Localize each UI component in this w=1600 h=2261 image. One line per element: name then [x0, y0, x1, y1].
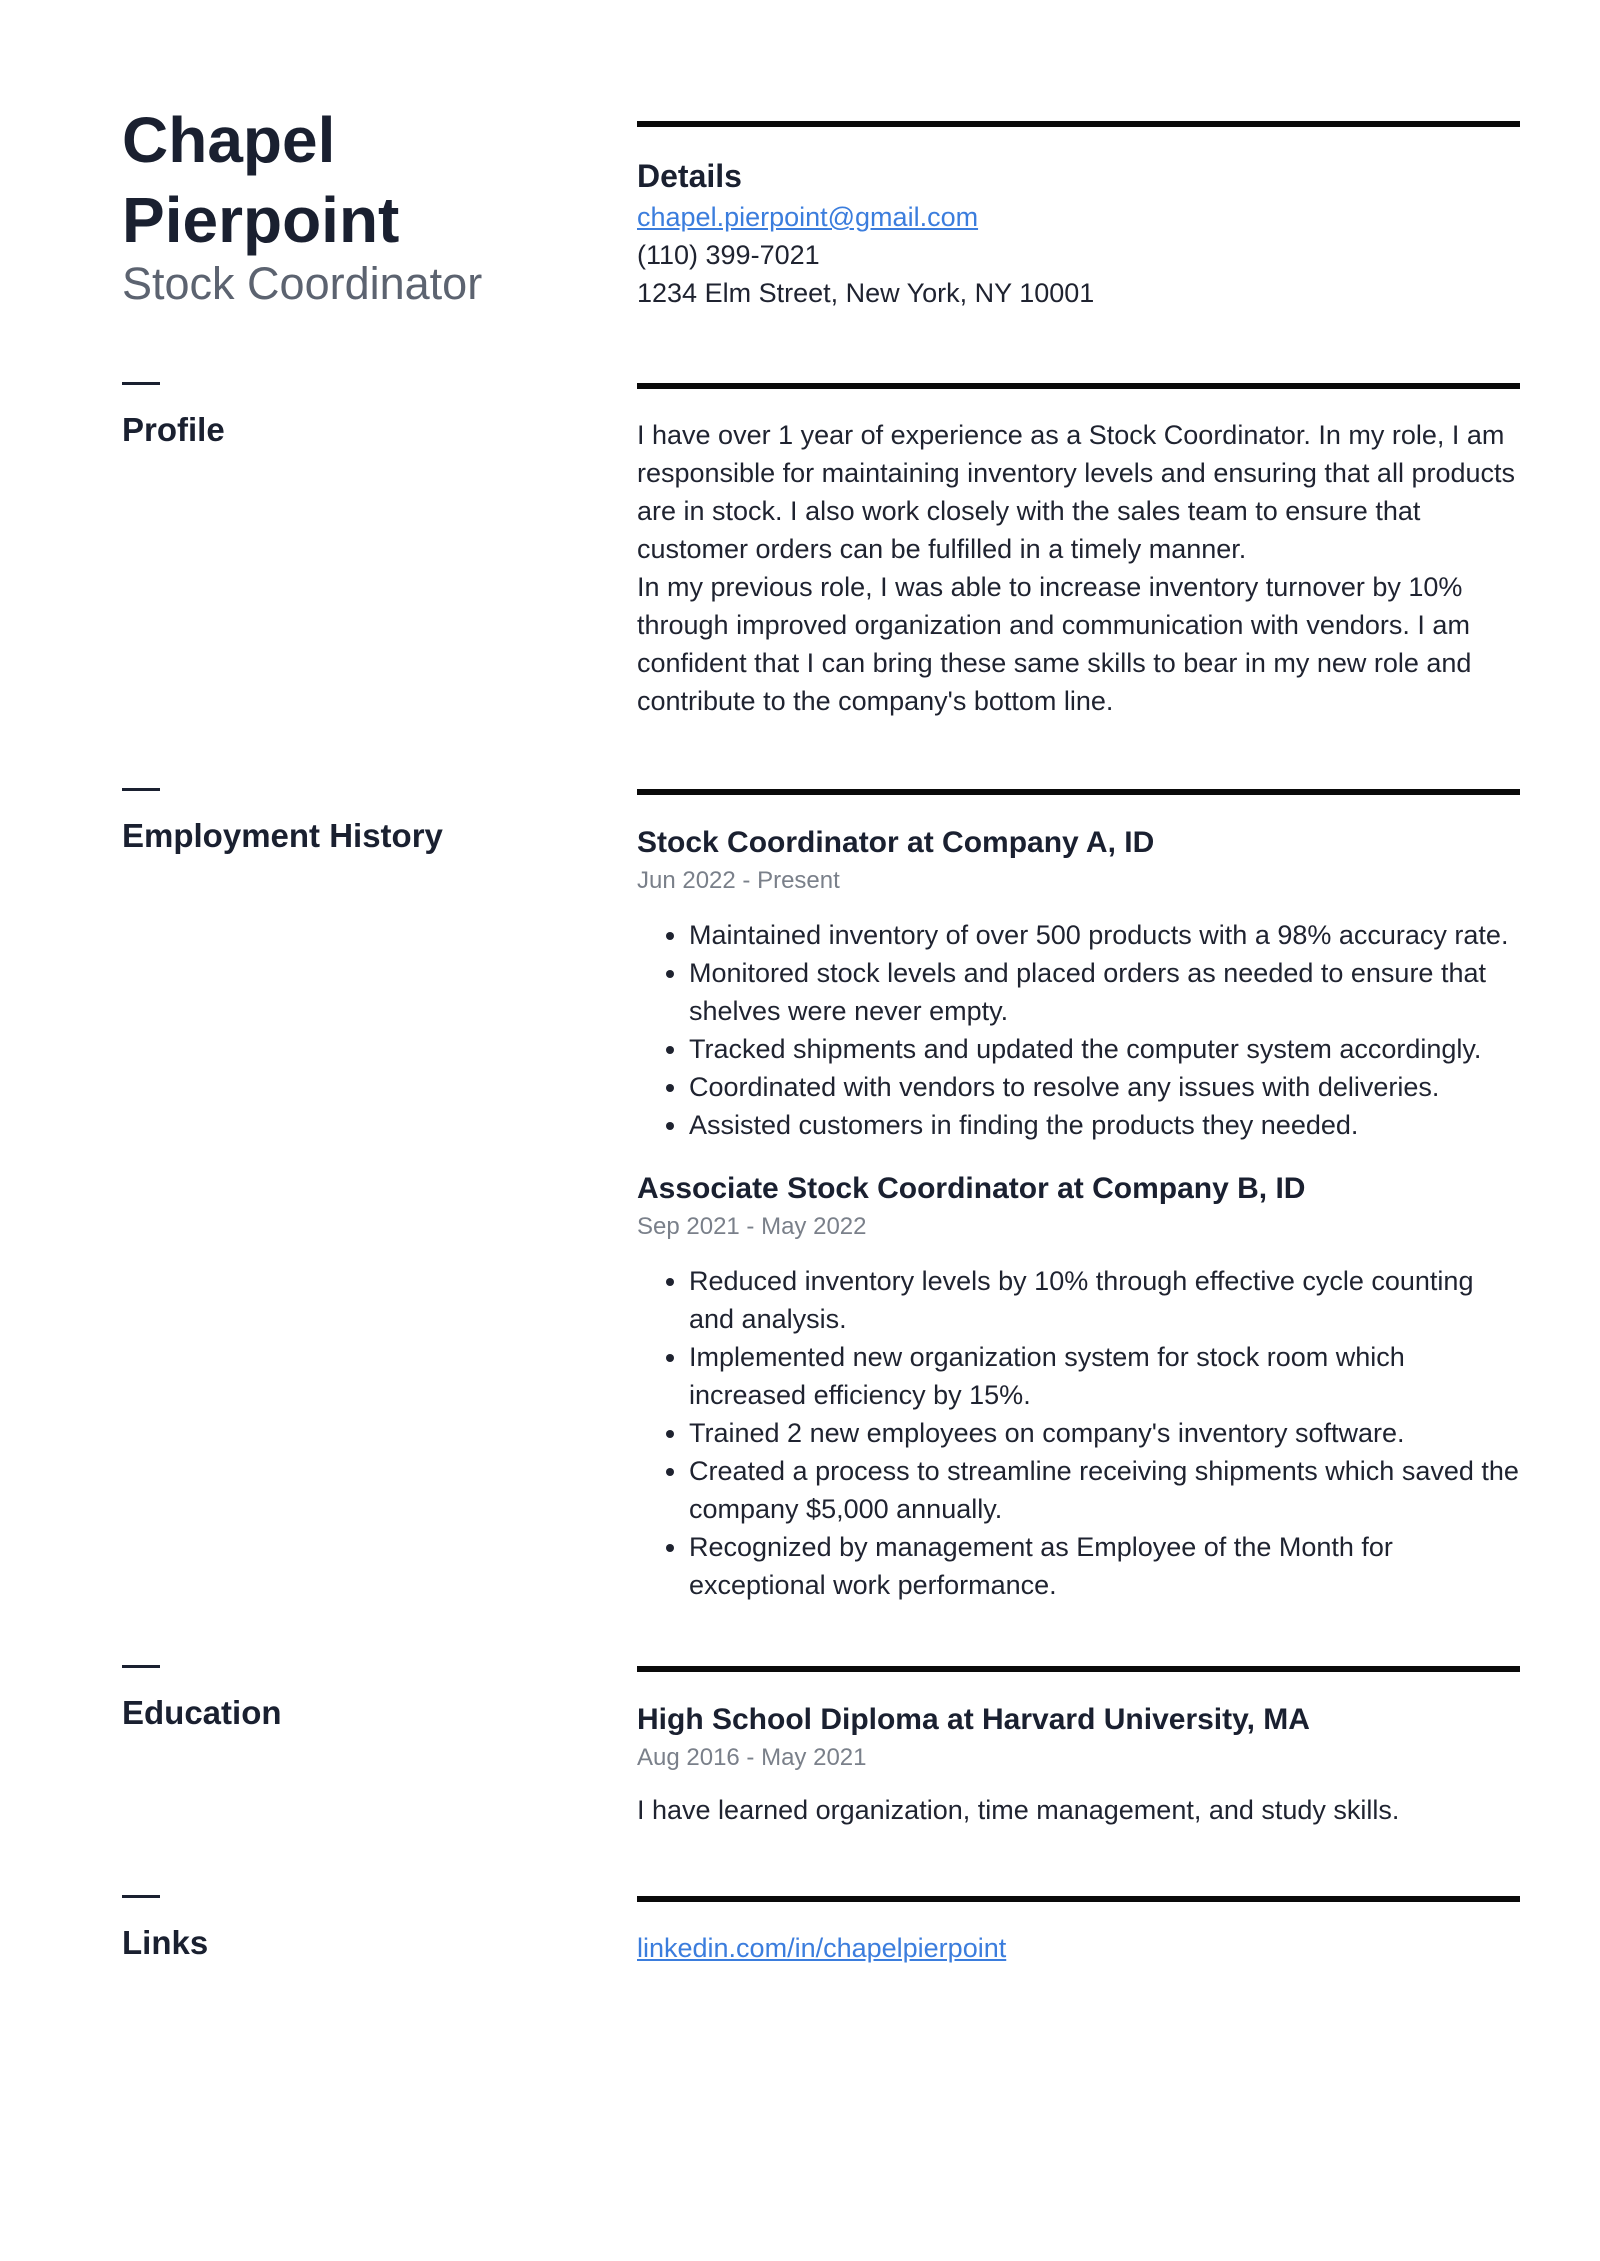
candidate-name: [122, 100, 602, 260]
last-name: Pierpoint: [122, 184, 400, 256]
job-bullet: • Recognized by management as Employee of the Month for exceptional work performance.: [689, 1528, 1520, 1604]
details-section: [637, 154, 1520, 312]
job-bullet: • Maintained inventory of over 500 products with a 98% accuracy rate.: [689, 916, 1520, 954]
job-bullet: • Trained 2 new employees on company's inventory software.: [689, 1414, 1520, 1452]
job-bullet: • Coordinated with vendors to resolve any issues with deliveries.: [689, 1068, 1520, 1106]
job-bullet: • Tracked shipments and updated the computer system accordingly.: [689, 1030, 1520, 1068]
profile-dash: [122, 382, 160, 385]
links-label: Links: [122, 1924, 209, 1961]
address: 1234 Elm Street, New York, NY 10001: [637, 278, 1095, 308]
links-dash: [122, 1895, 160, 1898]
job-entry: [637, 822, 1520, 1144]
education-dash: [122, 1665, 160, 1668]
job-bullet: • Implemented new organization system for stock room which increased efficiency by 15%.: [689, 1338, 1520, 1414]
job-entry: [637, 1168, 1520, 1604]
job-title: Stock Coordinator: [122, 258, 483, 309]
job-dates: Sep 2021 - May 2022: [637, 1213, 867, 1240]
employment-dash: [122, 788, 160, 791]
education-label: Education: [122, 1694, 282, 1731]
education-dates: Aug 2016 - May 2021: [637, 1744, 867, 1771]
employment-label: Employment History: [122, 817, 443, 854]
job-bullets: [637, 916, 1520, 1144]
job-bullet: • Created a process to streamline receiving shipments which saved the company $5,000 annually.: [689, 1452, 1520, 1528]
details-heading: Details: [637, 158, 742, 194]
education-section: [637, 1699, 1520, 1829]
links-section: [637, 1929, 1520, 1967]
job-heading: Stock Coordinator at Company A, ID: [637, 826, 1155, 859]
job-heading: Associate Stock Coordinator at Company B, ID: [637, 1172, 1306, 1205]
education-divider: [637, 1666, 1520, 1672]
details-divider: [637, 121, 1520, 127]
education-description: I have learned organization, time management, and study skills.: [637, 1795, 1400, 1825]
linkedin-link[interactable]: linkedin.com/in/chapelpierpoint: [637, 1933, 1007, 1963]
email-link[interactable]: chapel.pierpoint@gmail.com: [637, 202, 979, 232]
job-bullet: • Assisted customers in finding the products they needed.: [689, 1106, 1520, 1144]
education-heading: High School Diploma at Harvard University, MA: [637, 1703, 1310, 1736]
job-dates: Jun 2022 - Present: [637, 867, 840, 894]
employment-divider: [637, 789, 1520, 795]
job-bullet: • Reduced inventory levels by 10% through effective cycle counting and analysis.: [689, 1262, 1520, 1338]
employment-section: [637, 822, 1520, 1604]
profile-paragraph-2: In my previous role, I was able to increase inventory turnover by 10% through improved organization and communication with vendors. I am confident that I can bring these same skills to bear in my new role and contribute to the company's bottom line.: [637, 572, 1472, 716]
first-name: Chapel: [122, 104, 336, 176]
profile-label: Profile: [122, 411, 225, 448]
profile-divider: [637, 383, 1520, 389]
job-bullet: • Monitored stock levels and placed orders as needed to ensure that shelves were never empty.: [689, 954, 1520, 1030]
phone-number: (110) 399-7021: [637, 240, 820, 270]
job-bullets: [637, 1262, 1520, 1604]
links-divider: [637, 1896, 1520, 1902]
profile-paragraph-1: I have over 1 year of experience as a Stock Coordinator. In my role, I am responsible for maintaining inventory levels and ensuring that all products are in stock. I also work closely with the sales team to ensure that customer orders can be fulfilled in a timely manner.: [637, 420, 1516, 564]
profile-section: [637, 416, 1520, 720]
